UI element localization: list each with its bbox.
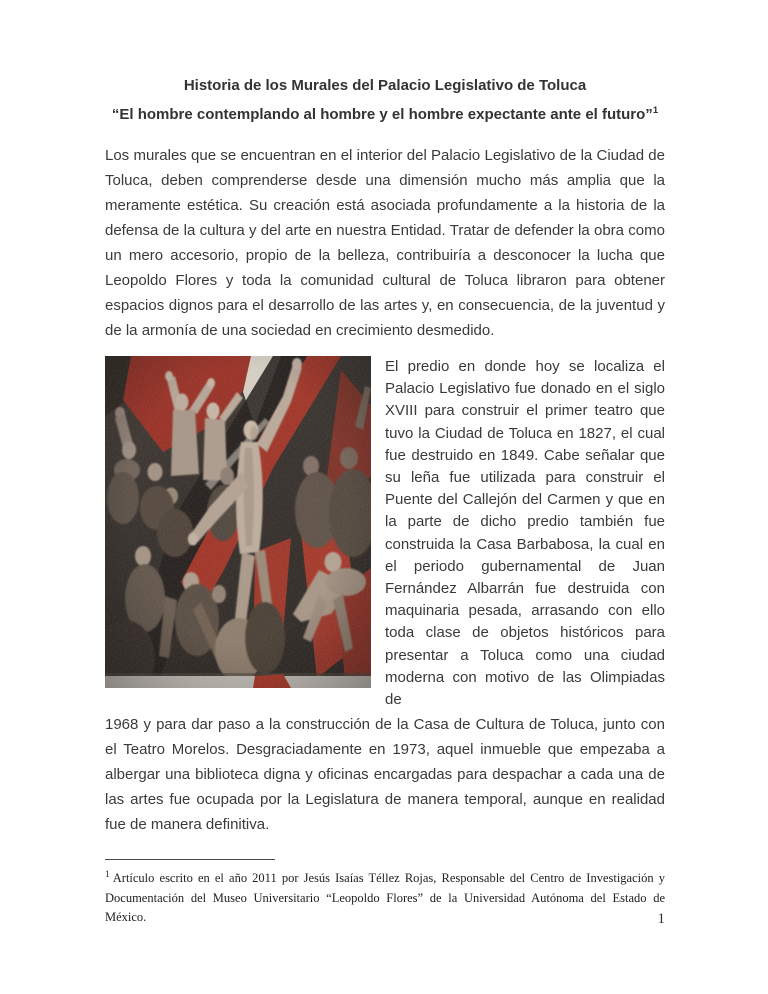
footnote-section	[105, 859, 665, 928]
mural-image	[105, 356, 371, 688]
footnote	[105, 866, 665, 928]
document-title	[105, 73, 665, 127]
paragraph-2-beside-image: El predio en donde hoy se localiza el Palacio Legislativo fue donado en el siglo XVIII para construir el primer teatro que tuvo la Ciudad de Toluca en 1827, el cual fue destruido en 1849. Cabe señalar que su leña fue utilizada para construir el Puente del Callejón del Carmen y que en la parte de dicho predio también fue construida la Casa Barbabosa, la cual en el periodo gubernamental de Juan Fernández Albarrán fue destruida con maquinaria pesada, arrasando con ello toda clase de objetos históricos para presentar a Toluca como una ciudad moderna con motivo de las Olimpiadas de	[385, 358, 665, 709]
title-line-2: “El hombre contemplando al hombre y el hombre expectante ante el futuro”$^1$	[111, 105, 659, 123]
paragraph-1: Los murales que se encuentran en el interior del Palacio Legislativo de la Ciudad de Toluca, deben comprenderse desde una dimensión mucho más amplia que la meramente estética. Su creación está asociada profundamente a la historia de la defensa de la cultura y del arte en nuestra Entidad. Tratar de defender la obra como un mero accesorio, propio de la belleza, contribuiría a desconocer la lucha que Leopoldo Flores y toda la comunidad cultural de Toluca libraron para obtener espacios dignos para el desarrollo de las artes y, en consecuencia, de la juventud y de la armonía de una sociedad en crecimiento desmedido.	[105, 147, 665, 339]
image-text-section	[105, 356, 665, 711]
page-number: 1	[657, 911, 665, 927]
footnote-text: Artículo escrito en el año 2011 por Jesús Isaías Téllez Rojas, Responsable del Centro de Investigación y Documentación del Museo Universitario “Leopoldo Flores” de la Universidad Autónoma del Estado de México.	[105, 871, 665, 925]
document-content	[105, 0, 665, 837]
title-footnote-ref: 1	[652, 105, 659, 116]
mural-artwork	[105, 356, 371, 688]
paragraph-2-continuation: 1968 y para dar paso a la construcción de la Casa de Cultura de Toluca, junto con el Teatro Morelos. Desgraciadamente en 1973, aquel inmueble que empezaba a albergar una biblioteca digna y oficinas encargadas para despachar a cada una de las artes fue ocupada por la Legislatura de manera temporal, aunque en realidad fue de manera definitiva.	[105, 716, 665, 834]
footnote-ref: 1	[105, 870, 110, 880]
footnote-separator	[105, 859, 275, 860]
title-line-1: Historia de los Murales del Palacio Legislativo de Toluca	[183, 77, 587, 94]
